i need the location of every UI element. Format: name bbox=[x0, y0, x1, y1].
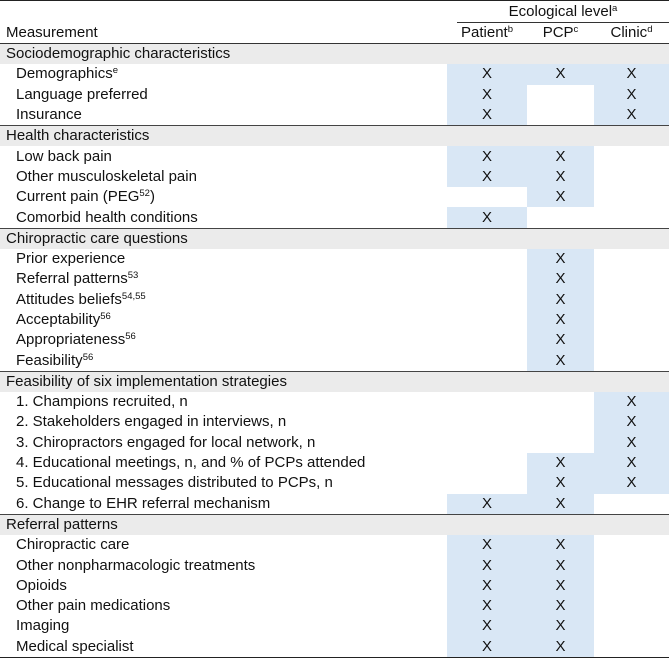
clinic-cell: X bbox=[594, 85, 669, 105]
patient-cell bbox=[447, 330, 527, 350]
clinic-cell: X bbox=[594, 64, 669, 84]
pcp-cell bbox=[527, 105, 594, 126]
pcp-cell: X bbox=[527, 535, 594, 555]
table-row bbox=[0, 616, 669, 636]
pcp-cell: X bbox=[527, 64, 594, 84]
pcp-cell: X bbox=[527, 290, 594, 310]
clinic-cell bbox=[594, 350, 669, 371]
patient-cell bbox=[447, 392, 527, 412]
pcp-cell: X bbox=[527, 187, 594, 207]
reference-superscript: 52 bbox=[139, 188, 150, 200]
patient-cell: X bbox=[447, 85, 527, 105]
patient-cell: X bbox=[447, 637, 527, 658]
table-row bbox=[0, 310, 669, 330]
measurement-label: 1. Champions recruited, n bbox=[16, 393, 188, 411]
clinic-cell bbox=[594, 290, 669, 310]
section-title: Health characteristics bbox=[0, 126, 669, 147]
pcp-cell bbox=[527, 392, 594, 412]
measurement-label: 3. Chiropractors engaged for local network, n bbox=[16, 433, 316, 451]
measurement-label: Other musculoskeletal pain bbox=[16, 167, 197, 185]
clinic-cell bbox=[594, 535, 669, 555]
measurement-label: Language preferred bbox=[16, 85, 148, 103]
measurement-label: Other pain medications bbox=[16, 597, 171, 615]
patient-cell: X bbox=[447, 555, 527, 575]
pcp-cell: X bbox=[527, 555, 594, 575]
pcp-cell: X bbox=[527, 167, 594, 187]
section-title: Sociodemographic characteristics bbox=[0, 44, 669, 65]
measurement-label: Appropriateness$^{56}$ bbox=[16, 331, 136, 349]
patient-cell bbox=[447, 453, 527, 473]
patient-cell bbox=[447, 310, 527, 330]
pcp-cell: X bbox=[527, 310, 594, 330]
clinic-cell bbox=[594, 637, 669, 658]
patient-cell: X bbox=[447, 64, 527, 84]
clinic-cell bbox=[594, 330, 669, 350]
clinic-cell: X bbox=[594, 105, 669, 126]
patient-cell: X bbox=[447, 146, 527, 166]
pcp-cell: X bbox=[527, 616, 594, 636]
measurement-label: Comorbid health conditions bbox=[16, 208, 198, 226]
table-row bbox=[0, 494, 669, 515]
pcp-cell: X bbox=[527, 249, 594, 269]
section-title: Feasibility of six implementation strategies bbox=[0, 371, 669, 392]
measurement-label: Referral patterns$^{53}$ bbox=[16, 270, 139, 288]
clinic-cell bbox=[594, 167, 669, 187]
patient-cell bbox=[447, 412, 527, 432]
clinic-cell bbox=[594, 310, 669, 330]
patient-cell bbox=[447, 473, 527, 493]
reference-superscript: 54,55 bbox=[121, 290, 146, 302]
pcp-cell: X bbox=[527, 146, 594, 166]
pcp-cell bbox=[527, 412, 594, 432]
pcp-cell: X bbox=[527, 576, 594, 596]
measurement-label: 6. Change to EHR referral mechanism bbox=[16, 494, 271, 512]
table-row bbox=[0, 146, 669, 166]
clinic-cell: X bbox=[594, 453, 669, 473]
patient-cell bbox=[447, 269, 527, 289]
measurement-label: Low back pain bbox=[16, 147, 112, 165]
table-row bbox=[0, 330, 669, 350]
ecological-level-footnote: a bbox=[612, 2, 618, 14]
patient-cell bbox=[447, 290, 527, 310]
patient-cell: X bbox=[447, 494, 527, 515]
table-row bbox=[0, 576, 669, 596]
measurement-label: 4. Educational meetings, n, and % of PCPs attended bbox=[16, 454, 366, 472]
patient-cell bbox=[447, 433, 527, 453]
clinic-cell: X bbox=[594, 473, 669, 493]
table-row bbox=[0, 64, 669, 84]
clinic-cell bbox=[594, 576, 669, 596]
clinic-cell bbox=[594, 616, 669, 636]
pcp-header: PCP$^c$ bbox=[527, 23, 594, 44]
measurement-label: Acceptability$^{56}$ bbox=[16, 311, 111, 328]
section-title: Chiropractic care questions bbox=[0, 228, 669, 249]
measurement-label: Chiropractic care bbox=[16, 536, 130, 554]
measurement-label: Demographics$^e$ bbox=[16, 65, 119, 83]
reference-superscript: 56 bbox=[125, 331, 136, 343]
measurement-label: Attitudes beliefs$^{54,55}$ bbox=[16, 290, 146, 308]
measurement-label: Other nonpharmacologic treatments bbox=[16, 556, 256, 574]
table-row bbox=[0, 412, 669, 432]
patient-cell: X bbox=[447, 207, 527, 228]
table-row bbox=[0, 290, 669, 310]
table-row bbox=[0, 85, 669, 105]
clinic-cell: X bbox=[594, 392, 669, 412]
pcp-cell bbox=[527, 207, 594, 228]
pcp-cell bbox=[527, 85, 594, 105]
patient-cell: X bbox=[447, 105, 527, 126]
section-header-row bbox=[0, 126, 669, 147]
clinic-cell bbox=[594, 249, 669, 269]
reference-superscript: 56 bbox=[100, 311, 111, 322]
clinic-cell bbox=[594, 146, 669, 166]
patient-cell bbox=[447, 187, 527, 207]
section-title: Referral patterns bbox=[0, 514, 669, 535]
patient-header: Patient$^b$ bbox=[447, 23, 527, 44]
patient-cell: X bbox=[447, 576, 527, 596]
table-row bbox=[0, 249, 669, 269]
table-row bbox=[0, 187, 669, 207]
table-row bbox=[0, 167, 669, 187]
table-row bbox=[0, 473, 669, 493]
measurement-header: Measurement bbox=[0, 23, 447, 44]
clinic-cell bbox=[594, 269, 669, 289]
table-row bbox=[0, 207, 669, 228]
pcp-cell: X bbox=[527, 473, 594, 493]
table-row bbox=[0, 637, 669, 658]
header-row-top bbox=[0, 1, 669, 24]
patient-cell: X bbox=[447, 167, 527, 187]
measurement-label: Prior experience bbox=[16, 250, 126, 268]
reference-superscript: 56 bbox=[82, 351, 94, 363]
section-header-row bbox=[0, 228, 669, 249]
patient-cell: X bbox=[447, 535, 527, 555]
measurement-label: Current pain (PEG$^{52}$) bbox=[16, 188, 155, 206]
measurement-label: Medical specialist bbox=[0, 637, 447, 658]
measurement-label: Feasibility$^{56}$ bbox=[16, 351, 94, 369]
measurement-label: 2. Stakeholders engaged in interviews, n bbox=[16, 413, 287, 431]
section-header-row bbox=[0, 371, 669, 392]
clinic-cell: X bbox=[594, 412, 669, 432]
pcp-cell: X bbox=[527, 269, 594, 289]
clinic-cell bbox=[594, 207, 669, 228]
reference-superscript: e bbox=[112, 65, 119, 77]
table-row bbox=[0, 555, 669, 575]
patient-cell bbox=[447, 350, 527, 371]
patient-cell: X bbox=[447, 616, 527, 636]
measurement-label: 5. Educational messages distributed to PCPs, n bbox=[16, 474, 333, 492]
table-row bbox=[0, 350, 669, 371]
clinic-cell bbox=[594, 555, 669, 575]
table-row bbox=[0, 535, 669, 555]
section-header-row bbox=[0, 44, 669, 65]
clinic-header: Clinic$^d$ bbox=[594, 23, 669, 44]
table-row bbox=[0, 269, 669, 289]
clinic-cell bbox=[594, 187, 669, 207]
table-row bbox=[0, 596, 669, 616]
pcp-cell: X bbox=[527, 637, 594, 658]
table-body bbox=[0, 44, 669, 658]
patient-cell: X bbox=[447, 596, 527, 616]
table-row bbox=[0, 453, 669, 473]
pcp-cell: X bbox=[527, 350, 594, 371]
pcp-cell: X bbox=[527, 494, 594, 515]
pcp-cell bbox=[527, 433, 594, 453]
clinic-cell bbox=[594, 494, 669, 515]
clinic-cell: X bbox=[594, 433, 669, 453]
clinic-cell bbox=[594, 596, 669, 616]
pcp-cell: X bbox=[527, 330, 594, 350]
pcp-cell: X bbox=[527, 596, 594, 616]
table-row bbox=[0, 392, 669, 412]
table-row bbox=[0, 105, 669, 126]
measurement-label: Insurance bbox=[16, 106, 82, 124]
measurement-label: Opioids bbox=[16, 576, 67, 594]
header-row-columns bbox=[0, 23, 669, 44]
measurement-label: Imaging bbox=[16, 617, 70, 635]
patient-cell bbox=[447, 249, 527, 269]
table-row bbox=[0, 433, 669, 453]
section-header-row bbox=[0, 514, 669, 535]
pcp-cell: X bbox=[527, 453, 594, 473]
reference-superscript: 53 bbox=[127, 270, 139, 282]
ecological-level-header: Ecological level$^a$ bbox=[447, 1, 669, 24]
